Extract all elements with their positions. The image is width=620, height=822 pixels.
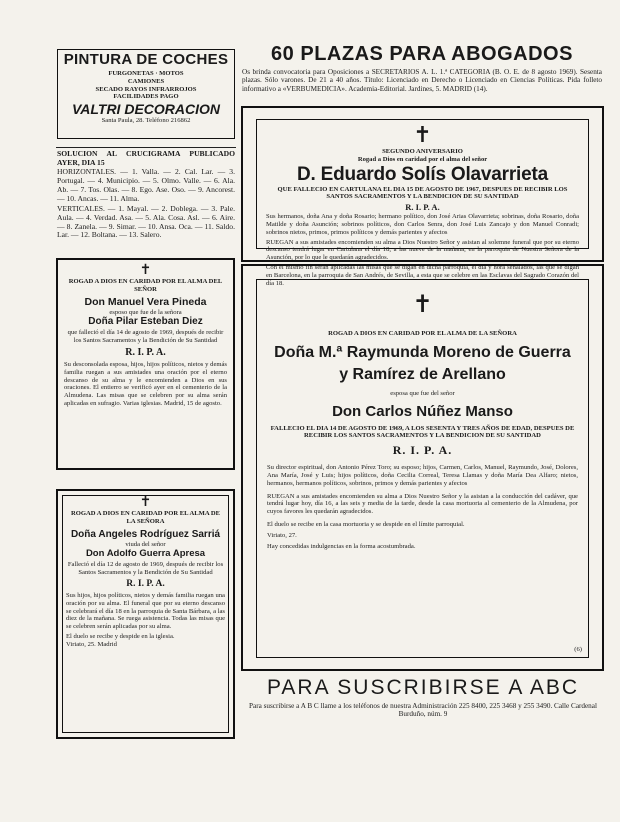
obituary-body: Sus hijos, hijos políticos, nietos y demás familia ruegan una oración por su alma. El funeral que por su eterno descanso se celebrará el día 18 en la parroquia de Santa Bárbara, a las diez de la mañana. Se ruega asistencia. Todas las misas que se celebren serán aplicadas por su alma. — [66, 591, 225, 631]
obituary-relation: esposo que fue de la señora — [109, 308, 182, 316]
obituary-name: Don Manuel Vera Pineda — [84, 295, 207, 308]
obituary-sarria — [56, 489, 235, 739]
obituary-ruego: Rogad a Dios en caridad por el alma del señor — [357, 155, 488, 163]
cross-icon: ✝ — [413, 122, 432, 147]
obituary-indulgencias: Hay concedidas indulgencias en la forma acostumbrada. — [267, 542, 416, 550]
ad-title: PINTURA DE COCHES — [63, 51, 229, 68]
inner-frame — [256, 279, 589, 658]
obituary-family: Sus hermanos, doña Ana y doña Rosario; hermano político, don José Arias Olavarrieta; sobrinas, doña Rosario, doña Matilde y doña Asunción; sobrinos políticos, don Carlos Senra, don José Luis Zancajo y don Manuel Conradi; sobrinos nietos, primos, primos políticos y demás parientes y afectos — [266, 213, 579, 236]
obituary-ruego: ROGAD A DIOS EN CARIDAD POR EL ALMA DE LA SEÑORA — [70, 510, 221, 525]
ad-line: FACILIDADES PAGO — [113, 93, 179, 101]
obituary-ruegan: RUEGAN a sus amistades encomienden su alma a Dios Nuestro Señor y asistan al solemne funeral que por su eterno descanso tendrá lugar en Cartulana el día 18, a las nueve de la mañana, en la parroquia de Nuestra Señora de la Asunción, por lo que le quedarán agradecidos. — [266, 238, 579, 262]
ad-line: CAMIONES — [127, 77, 165, 85]
obituary-ripa: R. I. P. A. — [125, 346, 166, 358]
subscribe-body: Para suscribirse a A B C llame a los teléfonos de nuestra Administración 225 8400, 225 3468 y 255 3490. Calle Cardenal Burduño, núm. 9 — [249, 702, 597, 719]
obituary-vera — [56, 258, 235, 470]
obituary-name: Doña Angeles Rodríguez Sarriá — [70, 528, 221, 540]
crossword-verticales: VERTICALES. — 1. Mayal. — 2. Doblega. — 3. Pale. Aula. — 4. Verdad. Asa. — 5. Ala. Cosa. Asl. — 6. Aire. — 8. Zanela. — 9. Simar. — 10. Ansa. Oca. — 11. Saldo. Lar. — 12. Boltana. — 13. Salero. — [57, 204, 235, 240]
obituary-note: El duelo se recibe y despide en la iglesia. — [66, 632, 175, 640]
obituary-family: Su director espiritual, don Antonio Pérez Toro; su esposo; hijos, Carmen, Carlos, Manuel, Raymundo, José, Dolores, Ana María, José y Luis; hijos políticos, doña Cecilia Correal, Teresa Llamas y doña María Dea Alfaro; nietos, hermanos, hermanos políticos, sobrinos, primos y demás parientes y afectos — [267, 464, 578, 487]
obituary-ripa: R. I. P. A. — [126, 578, 165, 589]
obituary-fallecio: FALLECIO EL DIA 14 DE AGOSTO DE 1969, A LOS SESENTA Y TRES AÑOS DE EDAD, DESPUES DE RECIBIR LOS SANTOS SACRAMENTOS Y LA BENDICION DE SU SANTIDAD — [270, 424, 575, 440]
obituary-name: Doña M.ª Raymunda Moreno de Guerra — [274, 343, 571, 361]
obituary-ruego: ROGAD A DIOS EN CARIDAD POR EL ALMA DE LA SEÑORA — [328, 330, 517, 337]
ad-brand: VALTRI DECORACION — [71, 101, 221, 118]
crossword-solution — [57, 150, 235, 256]
obituary-code: (6) — [574, 646, 582, 654]
cross-icon: ✝ — [412, 292, 433, 318]
ad-abogados-body: Os brinda convocatoria para Oposiciones a SECRETARIOS A. L. 1.ª CATEGORIA (B. O. E. de 8 agosto 1969). Sesenta plazas. Sólo varones. De 21 a 40 años. Título: Licenciado en Derecho o Licenciado en Ciencias Políticas. Pida folleto informativo a «VERBUMEDICIA». Academia-Editorial. Jardines, 5. MADRID (14). — [242, 68, 602, 93]
ad-address: Santa Paula, 28. Teléfono 216862 — [101, 117, 191, 125]
divider — [56, 147, 236, 148]
ad-pintura-coches — [57, 49, 235, 139]
ad-line: SECADO RAYOS INFRARROJOS — [95, 85, 197, 93]
obituary-spouse: Don Adolfo Guerra Apresa — [85, 548, 206, 560]
ad-suscribirse — [242, 676, 604, 722]
obituary-moreno — [241, 264, 604, 671]
obituary-spouse: Don Carlos Núñez Manso — [332, 402, 513, 420]
crossword-heading: SOLUCION AL CRUCIGRAMA PUBLICADO AYER, DIA 15 — [57, 149, 235, 167]
obituary-fallecio: QUE FALLECIO EN CARTULANA EL DIA 15 DE AGOSTO DE 1967, DESPUES DE RECIBIR LOS SANTOS SACRAMENTOS Y LA BENDICION DE SU SANTIDAD — [277, 185, 568, 201]
obituary-fallecio: Falleció el día 12 de agosto de 1969, después de recibir los Santos Sacramentos y la Bendición de Su Santidad — [67, 561, 224, 577]
obituary-duelo: El duelo se recibe en la casa mortuoria y se despide en el límite parroquial. — [267, 520, 465, 528]
obituary-address: Viriato, 27. — [267, 531, 297, 539]
ad-line: FURGONETAS · MOTOS — [108, 70, 184, 77]
obituary-name-2: y Ramírez de Arellano — [339, 365, 506, 383]
obituary-ruego: ROGAD A DIOS EN CARIDAD POR EL ALMA DEL SEÑOR — [68, 278, 223, 293]
obituary-ripa: R. I. P. A. — [405, 202, 440, 213]
obituary-relation: viuda del señor — [125, 540, 166, 548]
obituary-spouse: Doña Pilar Esteban Diez — [88, 316, 203, 328]
ad-abogados-title: 60 PLAZAS PARA ABOGADOS — [271, 43, 573, 65]
ad-abogados — [242, 42, 602, 104]
inner-frame — [256, 119, 589, 287]
obituary-name: D. Eduardo Solís Olavarrieta — [297, 163, 548, 185]
subscribe-title: PARA SUSCRIBIRSE A ABC — [266, 676, 580, 699]
obituary-fallecio: que falleció el día 14 de agosto de 1969, después de recibir los Santos Sacramentos y la Bendición de Su Santidad — [67, 329, 224, 345]
crossword-horizontales: HORIZONTALES. — 1. Valla. — 2. Cal. Lar. — 3. Portugal. — 4. Municipio. — 5. Olmo. Valle. — 6. Ala. Ab. — 7. Tos. Olas. — 8. Ego. Ase. Oso. — 9. Ancorest. — 10. Ancas. — 11. Alma. — [57, 167, 235, 203]
obituary-ruegan: RUEGAN a sus amistades encomienden su alma a Dios Nuestro Señor y la asistan a la conducción del cadáver, que tendrá lugar hoy, día 16, a las seis y media de la tarde, desde la casa mortuoria al cementerio de la Almudena, por cuyos favores les quedarán agradecidos. — [267, 492, 578, 516]
cross-icon: ✝ — [139, 263, 152, 278]
obituary-aniversario: SEGUNDO ANIVERSARIO — [382, 148, 463, 155]
obituary-relation: esposa que fue del señor — [390, 389, 455, 397]
obituary-address: Viriato, 25. Madrid — [66, 640, 117, 648]
obituary-solis — [241, 106, 604, 287]
cross-icon: ✝ — [139, 495, 152, 510]
obituary-body: Su desconsolada esposa, hijos, hijos políticos, nietos y demás familia ruegan a sus amistades una oración por el eterno descanso de su alma y le encomienden a Dios en sus oraciones. El entierro se verificó ayer en el cementerio de la Almudena. Las misas que se celebren por su alma serán aplicadas en sufragio. Varias iglesias. Madrid, 15 de agosto. — [64, 360, 227, 407]
obituary-ripa: R. I. P. A. — [392, 443, 453, 458]
obituary-misas: Con el mismo fin serán aplicadas las misas que se digan en dicha parroquia, el día y hora señalados, las que se digan en Barcelona, en la parroquia de San Andrés, de Sevilla, a esta que se celebre en las Esclavas del Sagrado Corazón del día 18. — [266, 263, 579, 287]
